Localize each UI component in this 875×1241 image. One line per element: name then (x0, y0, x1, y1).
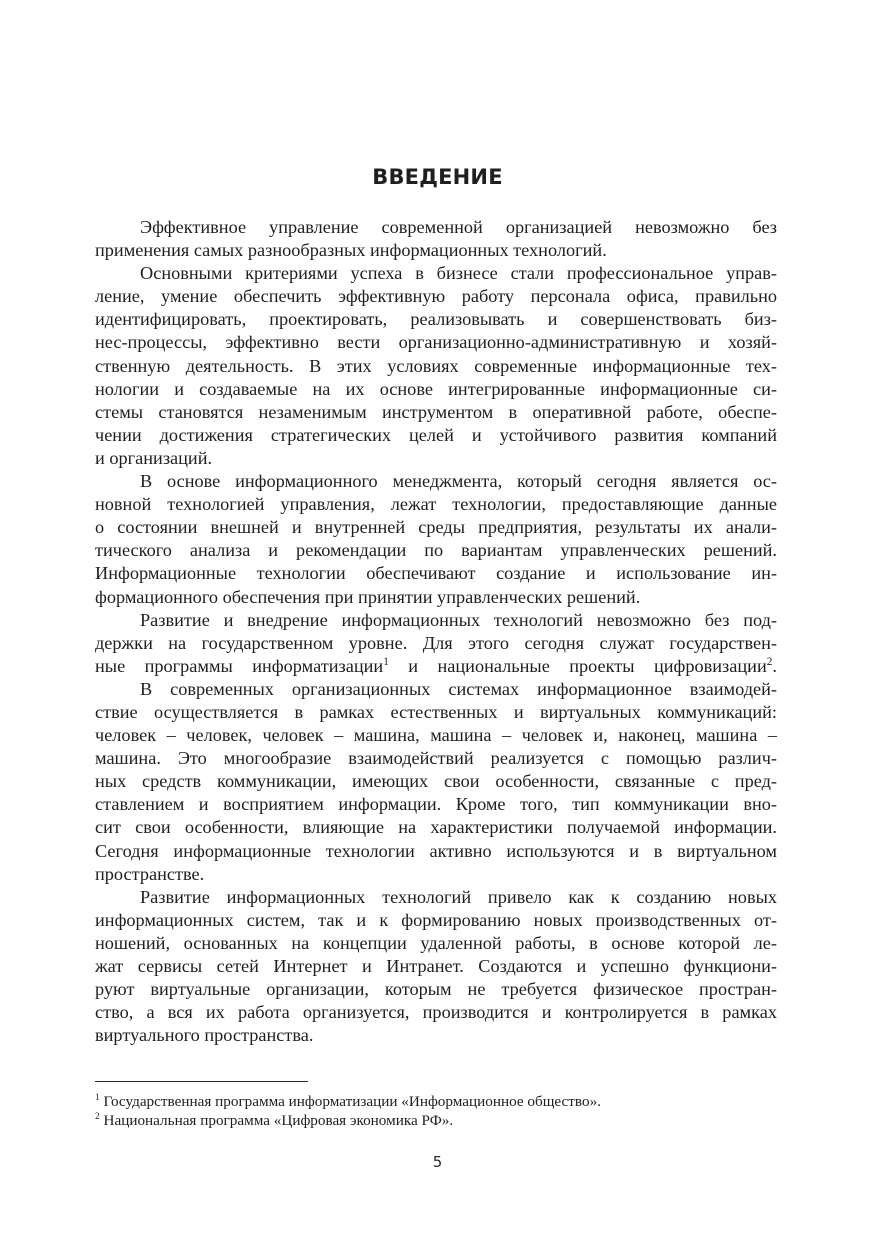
text-fragment: и национальные проекты цифровизации (388, 655, 767, 676)
footnotes (95, 1092, 777, 1130)
text-line: ственную деятельность. В этих условиях современные информационные тех- (95, 355, 777, 376)
text-line: применения самых разнообразных информационных технологий. (95, 240, 607, 261)
text-line: сит свои особенности, влияющие на характеристики получаемой информации. (95, 817, 777, 838)
page-number: 5 (432, 1153, 443, 1171)
footnote-ref-2[interactable]: 2 (766, 655, 773, 668)
footnote-1 (95, 1092, 777, 1111)
footnote-2 (95, 1111, 777, 1130)
text-line: В современных организационных системах информационное взаимодей- (140, 678, 777, 699)
text-line: Развитие информационных технологий привело как к созданию новых (140, 886, 777, 907)
text-line: стемы становятся незаменимым инструментом в оперативной работе, обеспе- (95, 401, 777, 422)
text-line-with-footnotes (95, 655, 777, 678)
body-text (95, 216, 777, 1047)
text-line: Сегодня информационные технологии активно используются и в виртуальном (95, 840, 777, 861)
footnote-mark: 1 (95, 1092, 100, 1103)
text-line: Эффективное управление современной организацией невозможно без (140, 217, 777, 237)
text-line: и организаций. (95, 447, 213, 468)
text-line: тического анализа и рекомендации по вариантам управленческих решений. (95, 540, 777, 561)
text-line: ство, а вся их работа организуется, производится и контролируется в рамках (95, 1002, 777, 1023)
text-line: ношений, основанных на концепции удаленной работы, в основе которой ле- (95, 932, 777, 953)
text-line: Информационные технологии обеспечивают создание и использование ин- (95, 563, 777, 584)
text-line: пространстве. (95, 863, 205, 884)
text-line: информационных систем, так и к формированию новых производственных от- (95, 909, 777, 930)
text-line: машина. Это многообразие взаимодействий реализуется с помощью различ- (95, 748, 777, 769)
text-line: формационного обеспечения при принятии управленческих решений. (95, 586, 641, 607)
footnote-text: Национальная программа «Цифровая экономика РФ». (99, 1112, 454, 1129)
text-line: В основе информационного менеджмента, который сегодня является ос- (140, 471, 777, 492)
text-line: человек – человек, человек – машина, машина – человек и, наконец, машина – (95, 725, 777, 746)
text-line: нес-процессы, эффективно вести организационно-административную и хозяй- (95, 332, 777, 353)
footnote-ref-1[interactable]: 1 (383, 655, 389, 668)
text-line: виртуального пространства. (95, 1025, 314, 1046)
text-line: ление, умение обеспечить эффективную работу персонала офиса, правильно (95, 286, 777, 307)
text-line: чении достижения стратегических целей и устойчивого развития компаний (95, 424, 777, 445)
text-line: ствие осуществляется в рамках естественных и виртуальных коммуникаций: (95, 701, 777, 722)
footnote-mark: 2 (95, 1111, 100, 1122)
text-line: Развитие и внедрение информационных технологий невозможно без под- (140, 609, 777, 630)
text-line: ставлением и восприятием информации. Кроме того, тип коммуникации вно- (95, 794, 777, 815)
text-line: о состоянии внешней и внутренней среды предприятия, результаты их анали- (95, 517, 777, 538)
text-line: руют виртуальные организации, которым не требуется физическое простран- (95, 979, 777, 1000)
text-line: новной технологией управления, лежат технологии, предоставляющие данные (95, 494, 777, 515)
text-line: жат сервисы сетей Интернет и Интранет. Создаются и успешно функциони- (95, 956, 777, 976)
footnote-separator (95, 1081, 308, 1082)
text-line: Основными критериями успеха в бизнесе стали профессиональное управ- (140, 263, 777, 284)
text-line: держки на государственном уровне. Для этого сегодня служат государствен- (95, 632, 777, 653)
text-fragment: . (772, 655, 777, 676)
page-title: ВВЕДЕНИЕ (372, 165, 503, 189)
text-fragment: ные программы информатизации (95, 655, 384, 676)
text-line: ных средств коммуникации, имеющих свои особенности, связанные с пред- (95, 771, 777, 792)
text-line: нологии и создаваемые на их основе интегрированные информационные си- (95, 378, 777, 399)
text-line: идентифицировать, проектировать, реализовывать и совершенствовать биз- (95, 309, 777, 330)
footnote-text: Государственная программа информатизации «Информационное общество». (99, 1093, 601, 1110)
